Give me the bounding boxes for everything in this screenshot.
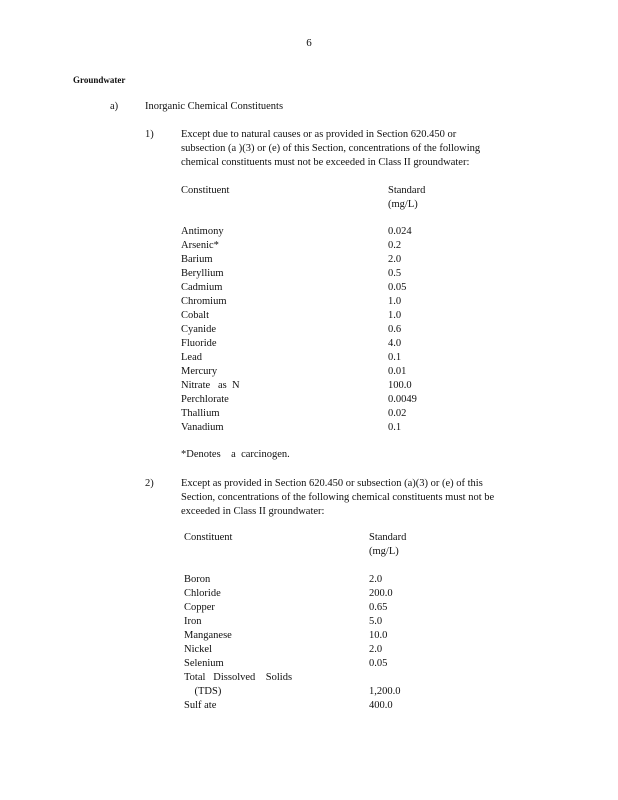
table-2-row-value: 0.65 xyxy=(369,602,388,613)
table-1-row-name: Barium xyxy=(181,254,213,265)
table-1-row-name: Arsenic* xyxy=(181,240,219,251)
table-1-row-value: 4.0 xyxy=(388,338,402,349)
table-1-row-name: Vanadium xyxy=(181,422,224,433)
table-1-row-name: Chromium xyxy=(181,296,227,307)
table-2-row-name: Selenium xyxy=(184,658,224,669)
table-1-row-value: 0.1 xyxy=(388,352,402,363)
table-1-row-name: Mercury xyxy=(181,366,218,377)
table-2-row-value: 1,200.0 xyxy=(369,686,401,697)
table-1-standard-header: Standard xyxy=(388,185,426,196)
table-2-row-name: Sulf ate xyxy=(184,700,217,711)
table-2-constituent-header: Constituent xyxy=(184,532,233,543)
table-1-row-name: Nitrate as N xyxy=(181,380,240,391)
table-2-row-name: Total Dissolved Solids xyxy=(184,672,293,683)
section-heading: Groundwater xyxy=(73,75,126,85)
table-1-row-name: Beryllium xyxy=(181,268,224,279)
table-2-row-value: 0.05 xyxy=(369,658,388,669)
item-2-line: Except as provided in Section 620.450 or subsection (a)(3) or (e) of this xyxy=(181,478,483,489)
table-2-row-value: 10.0 xyxy=(369,630,388,641)
table-1-values xyxy=(388,225,417,435)
table-1-row-name: Cyanide xyxy=(181,324,216,335)
table-1-row-name: Thallium xyxy=(181,408,220,419)
table-2-units-header: (mg/L) xyxy=(369,546,399,557)
table-1-constituent-header: Constituent xyxy=(181,185,230,196)
table-2-standard-header: Standard xyxy=(369,532,407,543)
item-1-line: Except due to natural causes or as provided in Section 620.450 or xyxy=(181,129,457,140)
item-2-line: Section, concentrations of the following chemical constituents must not be xyxy=(181,492,495,503)
table-1-row-value: 1.0 xyxy=(388,296,402,307)
table-1-units-header: (mg/L) xyxy=(388,199,418,210)
table-1-row-value: 0.02 xyxy=(388,408,407,419)
table-2-row-name: Copper xyxy=(184,602,215,613)
table-1-row-value: 0.1 xyxy=(388,422,402,433)
item-1-line: subsection (a )(3) or (e) of this Section, concentrations of the following xyxy=(181,143,481,154)
table-1-row-value: 1.0 xyxy=(388,310,402,321)
item-1-marker: 1) xyxy=(145,129,154,140)
table-2-row-name: Nickel xyxy=(184,644,212,655)
table-2-row-name: (TDS) xyxy=(184,686,222,697)
table-1-row-value: 0.05 xyxy=(388,282,407,293)
section-a-title: Inorganic Chemical Constituents xyxy=(145,101,284,112)
table-1-row-value: 0.5 xyxy=(388,268,402,279)
table-2-names xyxy=(184,573,292,713)
item-1-paragraph xyxy=(181,128,480,170)
table-2-row-name: Chloride xyxy=(184,588,221,599)
item-2-marker: 2) xyxy=(145,478,154,489)
table-1-row-name: Cadmium xyxy=(181,282,223,293)
table-1-row-value: 2.0 xyxy=(388,254,402,265)
table-1-row-name: Fluoride xyxy=(181,338,217,349)
table-1-row-name: Lead xyxy=(181,352,202,363)
table-2-values xyxy=(369,573,401,713)
table-1-row-name: Antimony xyxy=(181,226,224,237)
table-2-row-value xyxy=(369,671,401,685)
item-1-line: chemical constituents must not be exceeded in Class II groundwater: xyxy=(181,157,470,168)
table-2-row-value: 400.0 xyxy=(369,700,393,711)
table-2-row-value: 5.0 xyxy=(369,616,383,627)
table-1-row-value: 0.6 xyxy=(388,324,402,335)
table-1-row-value: 0.2 xyxy=(388,240,402,251)
table-2-row-name: Boron xyxy=(184,574,211,585)
table-2-row-value: 200.0 xyxy=(369,588,393,599)
table-1-row-value: 0.0049 xyxy=(388,394,417,405)
table-1-row-name: Cobalt xyxy=(181,310,209,321)
table-2-row-name: Manganese xyxy=(184,630,232,641)
table-1-row-value: 0.01 xyxy=(388,366,407,377)
table-1-row-name: Perchlorate xyxy=(181,394,229,405)
item-2-line: exceeded in Class II groundwater: xyxy=(181,506,325,517)
table-1-names xyxy=(181,225,240,435)
section-a-marker: a) xyxy=(110,101,119,112)
table-1-row-value: 100.0 xyxy=(388,380,412,391)
table-2-row-value: 2.0 xyxy=(369,574,383,585)
page-number: 6 xyxy=(306,37,312,49)
table-2-row-value: 2.0 xyxy=(369,644,383,655)
carcinogen-footnote: *Denotes a carcinogen. xyxy=(181,449,290,460)
table-2-row-name: Iron xyxy=(184,616,202,627)
item-2-paragraph xyxy=(181,477,494,519)
table-1-row-value: 0.024 xyxy=(388,226,412,237)
